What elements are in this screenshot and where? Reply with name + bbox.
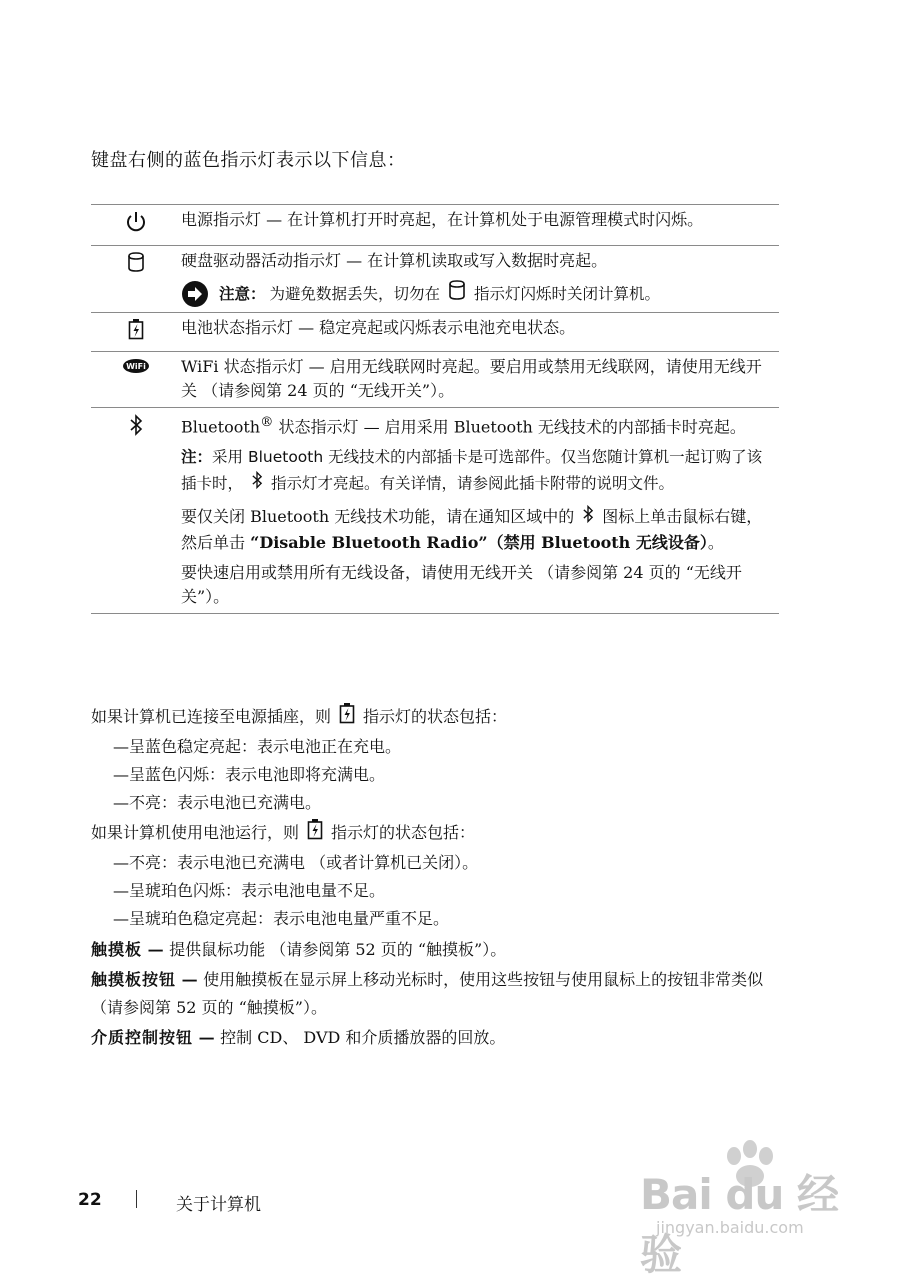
icon-cell [91,352,181,408]
battery-text: 电池状态指示灯 — 稳定亮起或闪烁表示电池充电状态。 [181,318,576,337]
battery-icon [339,702,355,724]
row-power [91,205,779,246]
footer-divider [136,1190,137,1208]
touchpad-buttons-term: 触摸板按钮 [91,970,177,989]
indicator-table [91,204,779,614]
row-wifi [91,352,779,408]
watermark-logo: Bai du 经验 [640,1170,838,1279]
bluetooth-note [181,445,769,498]
notice-label: 注意： [219,284,266,303]
watermark-url: jingyan.baidu.com [656,1218,804,1237]
bluetooth-icon [582,504,594,524]
svg-text:WiFi: WiFi [126,362,146,371]
power-text: 电源指示灯 — 在计算机打开时亮起，在计算机处于电源管理模式时闪烁。 [181,210,704,229]
battery-icon [307,818,323,840]
hard-drive-icon [448,279,466,301]
touchpad-buttons-desc: 使用触摸板在显示屏上移动光标时，使用这些按钮与使用鼠标上的按钮非常类似 （请参阅第 52 页的 “触摸板”）。 [91,970,764,1017]
watermark [640,1140,860,1279]
icon-cell [91,313,181,352]
media-buttons-entry: 介质控制按钮 — 控制 CD、 DVD 和介质播放器的回放。 [91,1028,506,1047]
row-bluetooth [91,408,779,614]
notice-text-after: 指示灯闪烁时关闭计算机。 [474,284,661,303]
notice-text-before: 为避免数据丢失，切勿在 [269,284,441,303]
hdd-text: 硬盘驱动器活动指示灯 — 在计算机读取或写入数据时亮起。 [181,251,608,270]
note-text-before: 采用 Bluetooth 无线技术的内部插卡是可选部件。仅当您随计算机一起订购了该插卡时， [181,448,763,493]
bluetooth-icon [129,413,143,437]
note-label: 注： [181,448,213,467]
ac-power-section [91,702,781,817]
list-item: —呈蓝色闪烁：表示电池即将充满电。 [113,765,386,784]
hard-drive-icon [127,251,145,273]
touchpad-entry: 触摸板 — 提供鼠标功能 （请参阅第 52 页的 “触摸板”）。 [91,940,507,959]
bluetooth-disable-para: 要仅关闭 Bluetooth 无线技术功能，请在通知区域中的 图标上单击鼠标右键，然后单击 “Disable Bluetooth Radio”（禁用 Bluetooth 无线设备）。 [181,504,769,555]
power-icon [125,210,147,234]
list-item: —呈琥珀色闪烁：表示电池电量不足。 [113,881,386,900]
notice-arrow-icon [181,280,209,308]
disable-bluetooth-label: “Disable Bluetooth Radio”（禁用 Bluetooth 无线设备） [250,533,708,553]
note-text-after: 指示灯才亮起。有关详情，请参阅此插卡附带的说明文件。 [271,474,675,493]
bluetooth-text: Bluetooth® 状态指示灯 — 启用采用 Bluetooth 无线技术的内部插卡时亮起。 [181,415,746,437]
batt-intro: 如果计算机使用电池运行，则 指示灯的状态包括： [91,818,781,849]
bluetooth-wireless-para: 要快速启用或禁用所有无线设备，请使用无线开关 （请参阅第 24 页的 “无线开关”）。 [181,563,742,607]
wifi-text: WiFi 状态指示灯 — 启用无线联网时亮起。要启用或禁用无线联网，请使用无线开关 （请参阅第 24 页的 “无线开关”）。 [181,357,762,400]
hdd-notice [181,279,769,308]
icon-cell [91,246,181,313]
touchpad-desc: 提供鼠标功能 （请参阅第 52 页的 “触摸板”）。 [169,940,507,959]
list-item: —呈蓝色稳定亮起：表示电池正在充电。 [113,737,402,756]
bluetooth-icon [251,470,263,490]
touchpad-term: 触摸板 [91,940,143,959]
icon-cell [91,205,181,246]
battery-power-section [91,818,781,933]
list-item: —不亮：表示电池已充满电 （或者计算机已关闭）。 [113,853,479,872]
wifi-icon [122,358,150,374]
list-item: —呈琥珀色稳定亮起：表示电池电量严重不足。 [113,909,450,928]
touchpad-buttons-entry: 触摸板按钮 — 使用触摸板在显示屏上移动光标时，使用这些按钮与使用鼠标上的按钮非常类似 （请参阅第 52 页的 “触摸板”）。 [91,970,764,1017]
row-battery [91,313,779,352]
page-number: 22 [78,1190,102,1210]
media-desc: 控制 CD、 DVD 和介质播放器的回放。 [220,1028,506,1047]
row-hdd [91,246,779,313]
battery-icon [128,318,144,340]
ac-intro: 如果计算机已连接至电源插座，则 指示灯的状态包括： [91,702,781,733]
intro-text: 键盘右侧的蓝色指示灯表示以下信息： [91,150,406,171]
media-term: 介质控制按钮 [91,1028,194,1047]
icon-cell [91,408,181,614]
footer-section-title: 关于计算机 [176,1195,261,1215]
list-item: —不亮：表示电池已充满电。 [113,793,322,812]
